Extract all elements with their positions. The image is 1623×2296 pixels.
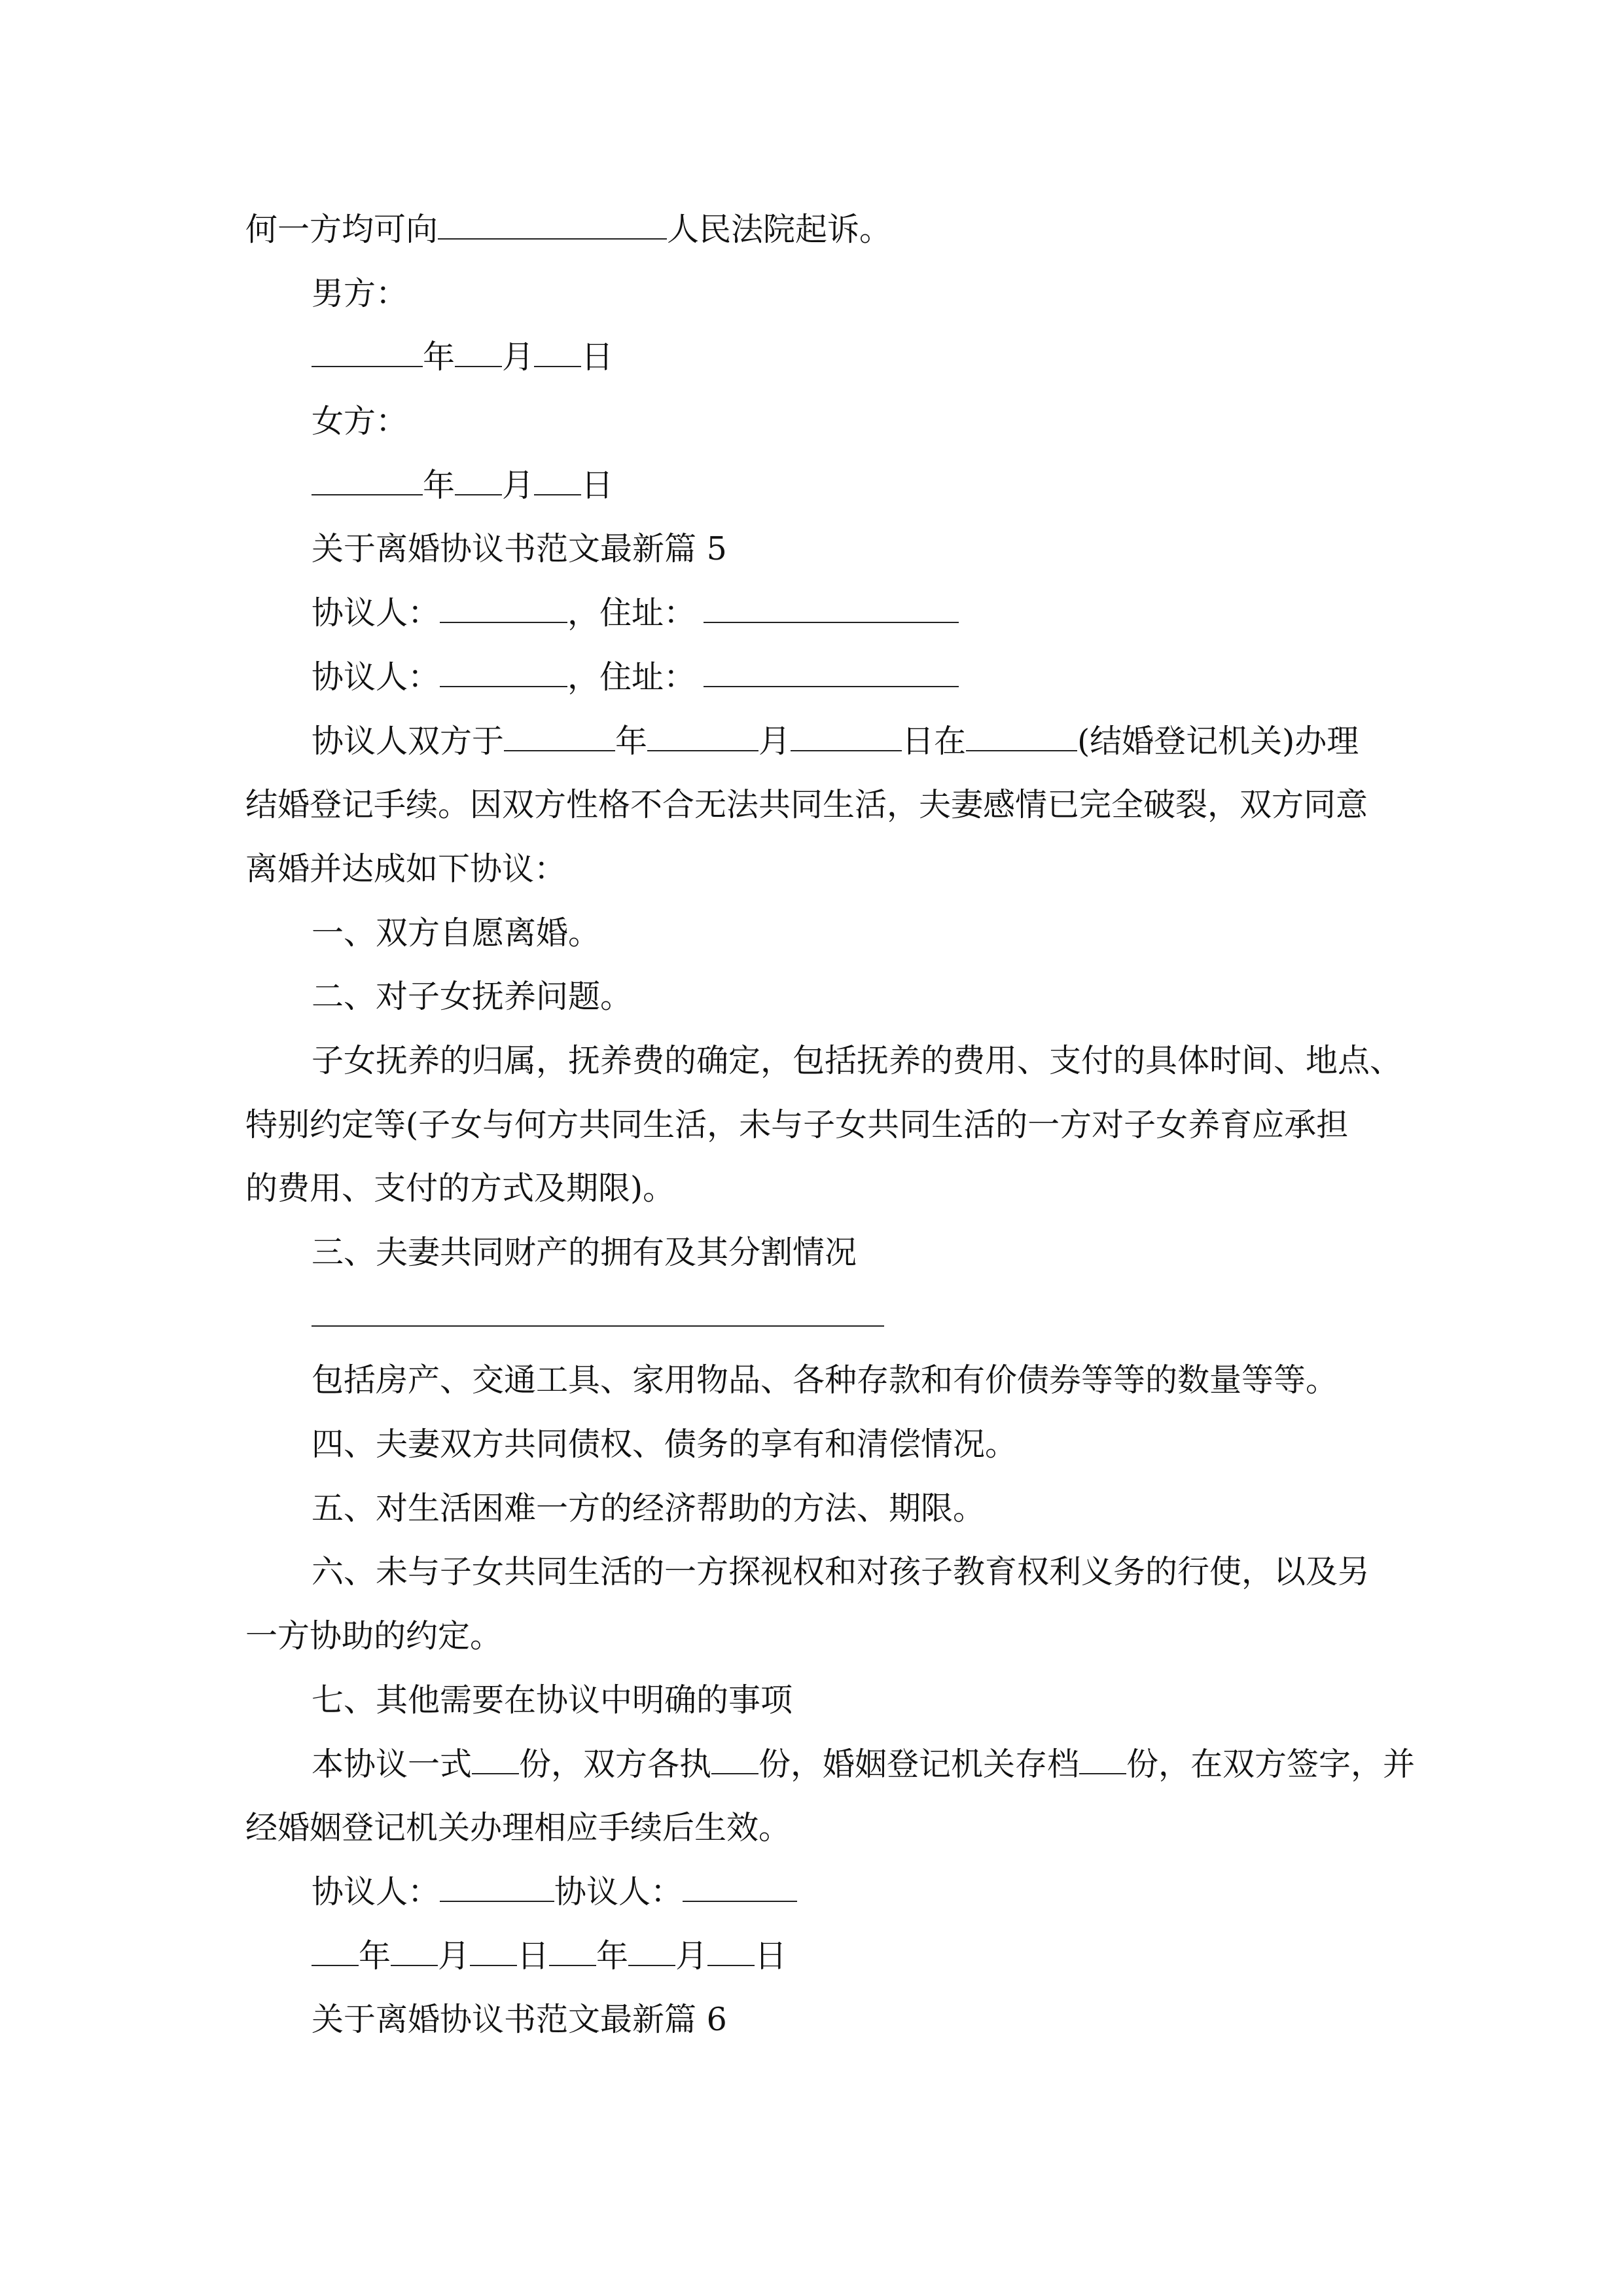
text: 月 (438, 1937, 471, 1975)
clause-3: 三、夫妻共同财产的拥有及其分割情况 (312, 1234, 857, 1271)
blank (628, 1924, 675, 1966)
text: 年 (423, 466, 455, 504)
blank (704, 581, 959, 623)
party-line (245, 645, 1378, 709)
blank (711, 1732, 758, 1774)
text: 月 (502, 338, 535, 376)
blank (455, 325, 502, 367)
blank (704, 645, 959, 687)
male-label: 男方： (312, 274, 408, 312)
text: 月 (675, 1937, 708, 1975)
blank (534, 454, 581, 495)
blank (312, 325, 423, 367)
clause-1: 一、双方自愿离婚。 (312, 914, 601, 952)
signature-line (245, 1860, 1378, 1924)
text: 月 (758, 722, 791, 760)
text: ，住址： (567, 658, 696, 696)
text: 年 (596, 1937, 629, 1975)
text: 日 (581, 466, 614, 504)
text: 份，婚姻登记机关存档 (758, 1745, 1080, 1783)
blank (707, 1924, 755, 1966)
clause-2: 二、对子女抚养问题。 (312, 978, 633, 1016)
blank (312, 1924, 359, 1966)
blank (504, 709, 615, 751)
text-line (245, 1732, 1416, 1797)
text: 本协议一式 (312, 1745, 473, 1783)
text-line: 结婚登记手续。因双方性格不合无法共同生活，夫妻感情已完全破裂，双方同意 (245, 786, 1368, 824)
text: ，住址： (567, 594, 696, 632)
text: 年 (615, 722, 648, 760)
date-line (245, 325, 1378, 389)
date-line (245, 454, 1378, 518)
text-line (245, 709, 1378, 774)
text-line (245, 198, 1378, 262)
text: (结婚登记机关)办理 (1077, 722, 1359, 760)
text: 协议人： (312, 594, 440, 632)
blank-line (245, 1285, 1378, 1349)
clause-7: 七、其他需要在协议中明确的事项 (312, 1681, 793, 1719)
text: 协议人： (312, 658, 440, 696)
text: 日 (755, 1937, 787, 1975)
blank (966, 709, 1077, 751)
blank (683, 1860, 797, 1902)
blank (312, 454, 423, 495)
text: 何一方均可向 (245, 211, 438, 248)
party-line (245, 581, 1378, 645)
blank (534, 325, 581, 367)
blank-court (438, 198, 667, 240)
blank (440, 1860, 554, 1902)
blank (312, 1285, 884, 1327)
text-line: 的费用、支付的方式及期限)。 (245, 1170, 675, 1208)
section-heading: 关于离婚协议书范文最新篇 5 (312, 530, 727, 568)
blank (440, 581, 567, 623)
blank (791, 709, 902, 751)
text: 日在 (902, 722, 967, 760)
date-line (245, 1924, 1378, 1988)
text: 年 (423, 338, 455, 376)
female-label: 女方： (312, 403, 408, 440)
blank (472, 1732, 519, 1774)
blank (549, 1924, 596, 1966)
text: 人民法院起诉。 (667, 211, 892, 248)
text: 日 (581, 338, 614, 376)
text-line: 一方协助的约定。 (245, 1617, 503, 1655)
blank (647, 709, 758, 751)
text: 日 (517, 1937, 550, 1975)
text: 协议人： (554, 1873, 683, 1910)
clause-6: 六、未与子女共同生活的一方探视权和对孩子教育权利义务的行使，以及另 (312, 1553, 1370, 1591)
blank (440, 645, 567, 687)
text: 份，双方各执 (519, 1745, 712, 1783)
text-line: 经婚姻登记机关办理相应手续后生效。 (245, 1809, 791, 1847)
blank (455, 454, 502, 495)
text: 协议人： (312, 1873, 440, 1910)
blank (391, 1924, 438, 1966)
text-line: 子女抚养的归属，抚养费的确定，包括抚养的费用、支付的具体时间、地点、 (312, 1041, 1402, 1079)
text: 月 (502, 466, 535, 504)
text-line: 特别约定等(子女与何方共同生活，未与子女共同生活的一方对子女养育应承担 (245, 1105, 1349, 1143)
blank (470, 1924, 517, 1966)
clause-4: 四、夫妻双方共同债权、债务的享有和清偿情况。 (312, 1426, 1018, 1463)
text: 份，在双方签字，并 (1126, 1745, 1416, 1783)
text: 年 (359, 1937, 391, 1975)
text-line: 包括房产、交通工具、家用物品、各种存款和有价债券等等的数量等等。 (312, 1361, 1338, 1399)
section-heading: 关于离婚协议书范文最新篇 6 (312, 2001, 727, 2039)
text-line: 离婚并达成如下协议： (245, 850, 567, 888)
text: 协议人双方于 (312, 722, 505, 760)
clause-5: 五、对生活困难一方的经济帮助的方法、期限。 (312, 1489, 986, 1527)
blank (1079, 1732, 1126, 1774)
document-page (245, 198, 1416, 2052)
